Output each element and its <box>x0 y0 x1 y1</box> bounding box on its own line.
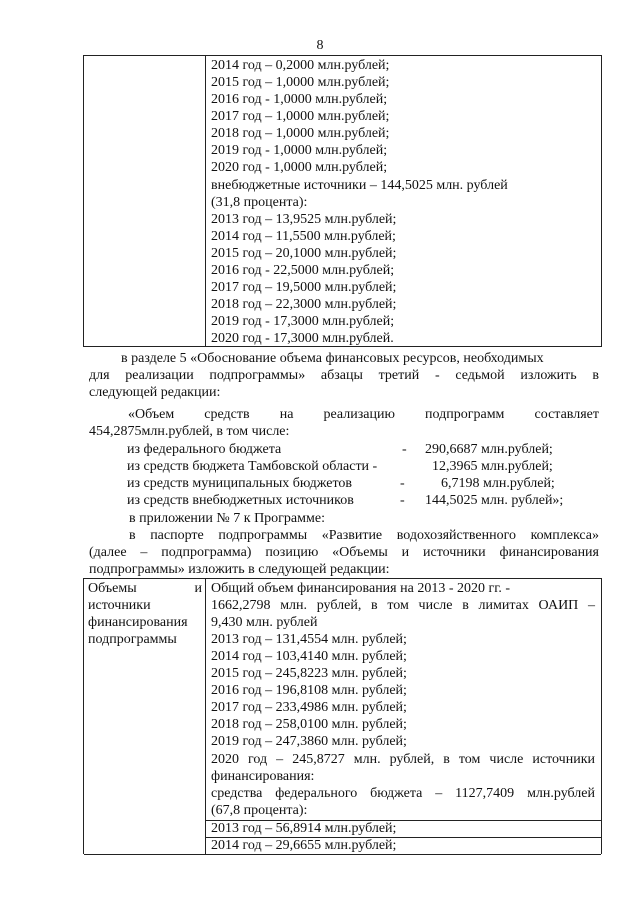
table-line: внебюджетные источники – 144,5025 млн. рублей <box>211 178 508 193</box>
table-line: 2013 год – 131,4554 млн. рублей; <box>211 632 407 647</box>
table-line: (31,8 процента): <box>211 195 308 210</box>
source-value: 144,5025 млн. рублей»; <box>425 493 564 508</box>
table-line: 2019 год - 17,3000 млн.рублей; <box>211 314 395 329</box>
paragraph-line: подпрограммы» изложить в следующей редакции: <box>89 562 390 577</box>
source-label: из федерального бюджета <box>127 442 282 457</box>
table-line: финансирования: <box>211 769 315 784</box>
paragraph-line: для реализации подпрограммы» абзацы третий - седьмой изложить в <box>89 368 599 383</box>
source-dash: - <box>400 493 405 508</box>
table-line: 2018 год – 258,0100 млн. рублей; <box>211 717 407 732</box>
quote-line: «Объем средств на реализацию подпрограмм составляет <box>128 407 599 422</box>
source-label: из средств муниципальных бюджетов <box>127 476 352 491</box>
source-dash: - <box>400 476 405 491</box>
table-row-header-line: подпрограммы <box>88 632 177 647</box>
table-row-header-line: финансирования <box>88 615 188 630</box>
source-label: из средств бюджета Тамбовской области - <box>127 459 378 474</box>
paragraph-line: в паспорте подпрограммы «Развитие водохозяйственного комплекса» <box>129 528 599 543</box>
source-value: 12,3965 млн.рублей; <box>432 459 553 474</box>
table-line: 9,430 млн. рублей <box>211 615 318 630</box>
quote-line: 454,2875млн.рублей, в том числе: <box>89 424 290 439</box>
table-line: 2016 год - 1,0000 млн.рублей; <box>211 92 388 107</box>
subprogram-funding-table <box>83 578 602 854</box>
table-line: 2016 год – 196,8108 млн. рублей; <box>211 683 407 698</box>
table-line: 2014 год – 0,2000 млн.рублей; <box>211 58 390 73</box>
table-line: 2017 год – 233,4986 млн. рублей; <box>211 700 407 715</box>
table-line: 2016 год - 22,5000 млн.рублей; <box>211 263 395 278</box>
table-line: 2020 год – 245,8727 млн. рублей, в том числе источники <box>211 752 595 767</box>
paragraph-line: в разделе 5 «Обоснование объема финансовых ресурсов, необходимых <box>121 351 544 366</box>
table-line: Общий объем финансирования на 2013 - 2020 гг. - <box>211 581 511 596</box>
paragraph-line: следующей редакции: <box>89 385 221 400</box>
table-line: 2018 год – 22,3000 млн.рублей; <box>211 297 397 312</box>
funding-table-continuation <box>83 55 602 347</box>
table-line: (67,8 процента): <box>211 803 308 818</box>
table-line: 2014 год – 11,5500 млн.рублей; <box>211 229 396 244</box>
page-number: 8 <box>316 38 324 53</box>
table-line: 2020 год - 1,0000 млн.рублей; <box>211 160 388 175</box>
table-line: 2019 год - 1,0000 млн.рублей; <box>211 143 388 158</box>
table-row-header-line: источники <box>88 598 151 613</box>
source-value: 6,7198 млн.рублей; <box>441 476 555 491</box>
source-dash: - <box>402 442 407 457</box>
column-divider <box>205 56 206 346</box>
column-divider <box>205 579 206 854</box>
row-separator <box>84 854 601 855</box>
table-line: 2019 год – 247,3860 млн. рублей; <box>211 734 407 749</box>
source-value: 290,6687 млн.рублей; <box>425 442 553 457</box>
table-line: 2015 год – 20,1000 млн.рублей; <box>211 246 397 261</box>
table-line: 2014 год – 29,6655 млн.рублей; <box>211 838 397 853</box>
source-label: из средств внебюджетных источников <box>127 493 354 508</box>
table-row-header-line: Объемы и <box>88 581 202 596</box>
table-line: 2013 год – 56,8914 млн.рублей; <box>211 821 397 836</box>
table-line: 2015 год – 1,0000 млн.рублей; <box>211 75 390 90</box>
table-line: 2013 год – 13,9525 млн.рублей; <box>211 212 397 227</box>
table-line: 2018 год – 1,0000 млн.рублей; <box>211 126 390 141</box>
paragraph-line: (далее – подпрограмма) позицию «Объемы и источники финансирования <box>89 545 599 560</box>
table-line: 2015 год – 245,8223 млн. рублей; <box>211 666 407 681</box>
table-line: 1662,2798 млн. рублей, в том числе в лимитах ОАИП – <box>211 598 595 613</box>
table-line: 2014 год – 103,4140 млн. рублей; <box>211 649 407 664</box>
table-line: 2017 год – 1,0000 млн.рублей; <box>211 109 390 124</box>
table-line: 2020 год - 17,3000 млн.рублей. <box>211 331 394 346</box>
table-line: средства федерального бюджета – 1127,7409 млн.рублей <box>211 786 595 801</box>
table-line: 2017 год – 19,5000 млн.рублей; <box>211 280 397 295</box>
paragraph-line: в приложении № 7 к Программе: <box>129 511 325 526</box>
